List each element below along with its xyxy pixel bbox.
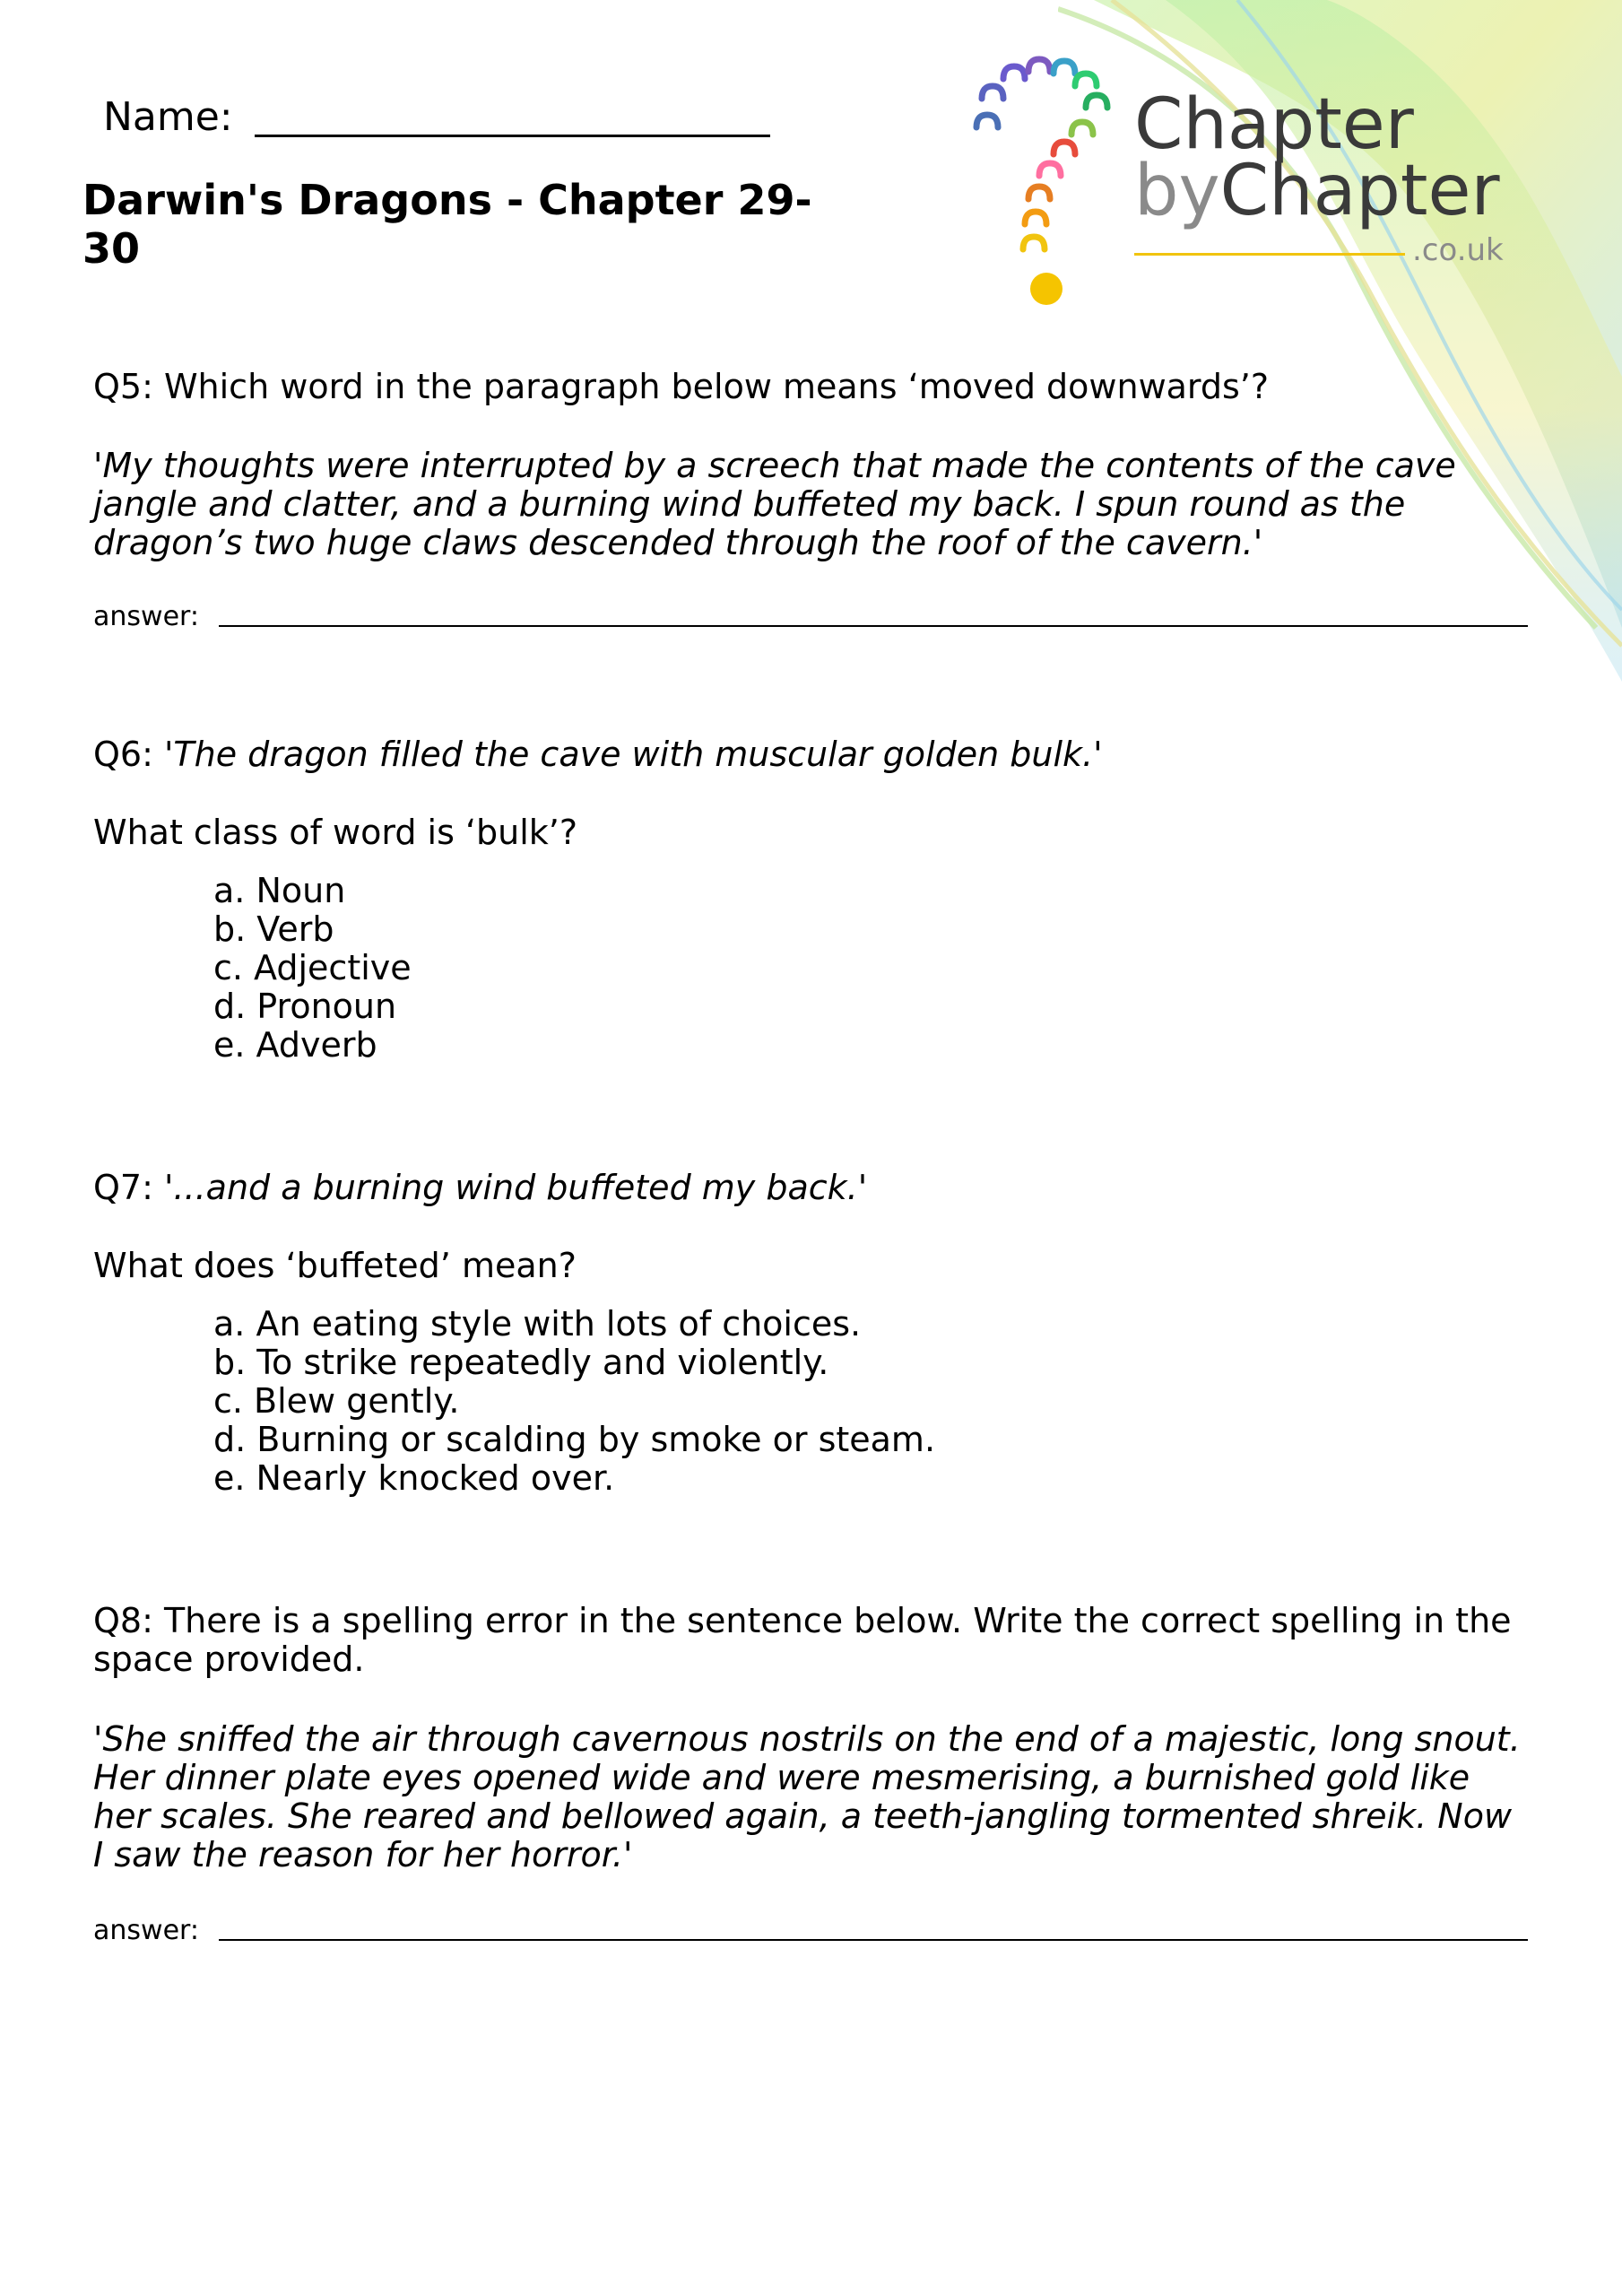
q5-prompt: Q5: Which word in the paragraph below means ‘moved downwards’? (93, 367, 1270, 406)
q7-label: Q7: (93, 1168, 153, 1207)
q7-options (213, 1305, 935, 1498)
q6-quote: 'The dragon filled the cave with muscular golden bulk.' (163, 735, 1103, 774)
q6-options (213, 872, 412, 1065)
q8-prompt: Q8: There is a spelling error in the sentence below. Write the correct spelling in the space provided. (93, 1601, 1512, 1679)
q5-quote: 'My thoughts were interrupted by a screech that made the contents of the cave jangle and clatter, and a burning wind buffeted my back. I spun round as the dragon’s two huge claws descended through the roof of the cavern.' (93, 446, 1456, 562)
name-label: Name: (103, 94, 233, 140)
q6-prompt (93, 735, 1103, 774)
q6-option[interactable]: d. Pronoun (213, 987, 397, 1026)
logo-word-bychapter (1134, 151, 1500, 231)
q7-option[interactable]: e. Nearly knocked over. (213, 1458, 615, 1498)
logo-word-chapter: Chapter (1134, 84, 1414, 165)
q7-option[interactable]: b. To strike repeatedly and violently. (213, 1343, 829, 1382)
q5-answer-label: answer: (93, 601, 199, 632)
logo-wordmark (1134, 84, 1500, 231)
worksheet-title: Darwin's Dragons - Chapter 29-30 (82, 176, 812, 273)
logo-word-chapter-2: Chapter (1219, 151, 1500, 231)
q6-option[interactable]: a. Noun (213, 871, 346, 910)
q6-option[interactable]: e. Adverb (213, 1025, 377, 1065)
q6-option[interactable]: b. Verb (213, 909, 334, 949)
q8-answer-line[interactable] (219, 1939, 1528, 1941)
q7-option[interactable]: c. Blew gently. (213, 1381, 460, 1421)
logo-word-by: by (1134, 151, 1220, 231)
q7-prompt (93, 1169, 867, 1207)
name-blank[interactable] (255, 90, 770, 137)
q7-quote: '...and a burning wind buffeted my back.' (163, 1168, 868, 1207)
q6-option[interactable]: c. Adjective (213, 948, 412, 987)
q8-quote: 'She sniffed the air through cavernous nostrils on the end of a majestic, long snout. Her dinner plate eyes opened wide and were mesmerising, a burnished gold like her scales. She reared and bellowed again, a teeth-jangling tormented shreik. Now I saw the reason for her horror.' (93, 1719, 1521, 1874)
q7-option[interactable]: d. Burning or scalding by smoke or steam. (213, 1420, 936, 1459)
q7-question: What does ‘buffeted’ mean? (93, 1246, 577, 1285)
q6-label: Q6: (93, 735, 153, 774)
q8-answer-label: answer: (93, 1915, 199, 1946)
logo-domain: .co.uk (1412, 232, 1504, 268)
q7-option[interactable]: a. An eating style with lots of choices. (213, 1304, 862, 1344)
q5-answer-line[interactable] (219, 625, 1528, 627)
logo-underline (1134, 253, 1405, 256)
q6-question: What class of word is ‘bulk’? (93, 813, 578, 852)
name-field (103, 90, 770, 140)
